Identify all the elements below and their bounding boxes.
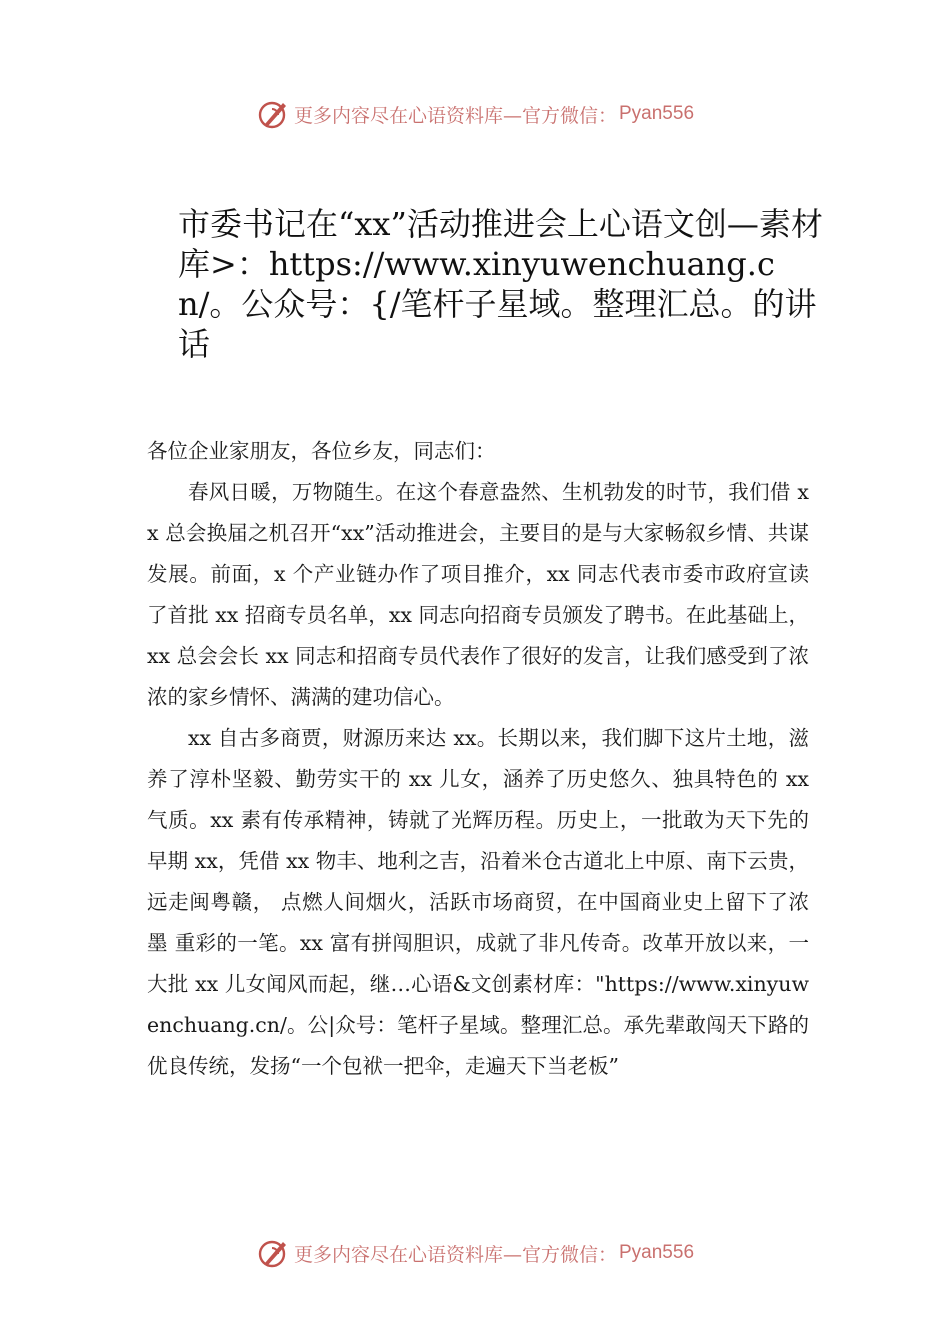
document-title: 市委书记在“xx”活动推进会上心语文创—素材库>：https://www.xinyuwenchuang.cn/。公众号：{/笔杆子星域。整理汇总。的讲话 [178, 205, 823, 363]
header-banner [0, 94, 950, 134]
document-body [147, 431, 809, 1087]
header-banner-text: 更多内容尽在心语资料库—官方微信： [293, 104, 617, 127]
footer-banner-text: 更多内容尽在心语资料库—官方微信： [293, 1243, 617, 1266]
header-wechat-id: Pyan556 [619, 103, 695, 124]
pen-logo-icon [256, 1236, 290, 1270]
paragraph-2: xx 自古多商贾，财源历来达 xx。长期以来，我们脚下这片土地，滋养了淳朴坚毅、勤劳实干的 xx 儿女，涵养了历史悠久、独具特色的 xx 气质。xx 素有传承精神，铸就了光辉历程。历史上，一批敢为天下先的早期 xx，凭借 xx 物丰、地利之吉，沿着米仓古道北上中原、南下云贵，远走闽粤赣， 点燃人间烟火，活跃市场商贸，在中国商业史上留下了浓墨 重彩的一笔。xx 富有拼闯胆识，成就了非凡传奇。改革开放以来，一大批 xx 儿女闻风而起，继…心语&文创素材库："https://www.xinyuwenchuang.cn/。公|众号：笔杆子星域。整理汇总。承先辈敢闯天下路的优良传统，发扬“一个包袱一把伞，走遍天下当老板” [147, 726, 809, 1078]
salutation: 各位企业家朋友，各位乡友，同志们： [147, 439, 496, 463]
footer-banner [0, 1233, 950, 1273]
footer-wechat-id: Pyan556 [619, 1242, 695, 1263]
pen-logo-icon [256, 97, 290, 131]
paragraph-1: 春风日暖，万物随生。在这个春意盎然、生机勃发的时节，我们借 xx 总会换届之机召开“xx”活动推进会，主要目的是与大家畅叙乡情、共谋发展。前面，x 个产业链办作了项目推介，xx 同志代表市委市政府宣读了首批 xx 招商专员名单，xx 同志向招商专员颁发了聘书。在此基础上，xx 总会会长 xx 同志和招商专员代表作了很好的发言，让我们感受到了浓浓的家乡情怀、满满的建功信心。 [147, 480, 809, 709]
